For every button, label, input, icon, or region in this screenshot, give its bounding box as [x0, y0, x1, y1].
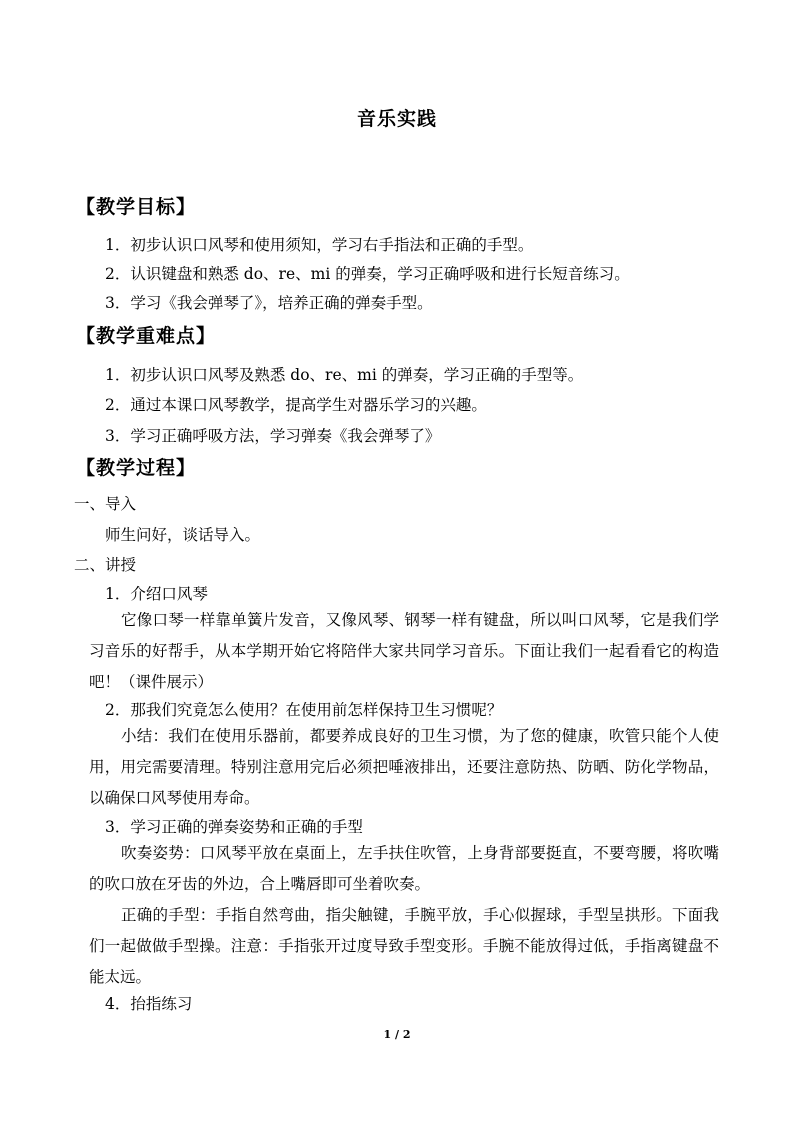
objective-item-2: 2．认识键盘和熟悉 do、re、mi 的弹奏，学习正确呼吸和进行长短音练习。	[105, 265, 630, 283]
step2-text: 小结：我们在使用乐器前，都要养成良好的卫生习惯，为了您的健康，吹管只能个人使用，用完需要清理。特别注意用完后必须把唾液排出，还要注意防热、防晒、防化学物品，以确保口风琴使用寿命。	[89, 727, 719, 807]
step2-title: 2．那我们究竟怎么使用？在使用前怎样保持卫生习惯呢？	[105, 701, 503, 719]
objective-item-1: 1．初步认识口风琴和使用须知，学习右手指法和正确的手型。	[105, 236, 534, 254]
process-part2-title: 二、讲授	[74, 556, 137, 574]
section-heading-objectives: 【教学目标】	[76, 196, 197, 218]
process-part1-text: 师生问好，谈话导入。	[105, 526, 261, 544]
step3-text-posture: 吹奏姿势：口风琴平放在桌面上，左手扶住吹管，上身背部要挺直，不要弯腰，将吹嘴的吹口放在牙齿的外边，合上嘴唇即可坐着吹奏。	[89, 844, 719, 893]
page-title: 音乐实践	[356, 108, 437, 130]
step1-title: 1．介绍口风琴	[105, 585, 208, 603]
step3-text-handshape: 正确的手型：手指自然弯曲，指尖触键，手腕平放，手心似握球，手型呈拱形。下面我们一起做做手型操。注意：手指张开过度导致手型变形。手腕不能放得过低，手指离键盘不能太远。	[89, 906, 719, 986]
key-point-item-2: 2．通过本课口风琴教学，提高学生对器乐学习的兴趣。	[105, 396, 487, 414]
page-number: 1 / 2	[383, 1028, 411, 1041]
process-part1-title: 一、导入	[74, 495, 137, 513]
key-point-item-3: 3．学习正确呼吸方法，学习弹奏《我会弹琴了》	[105, 427, 441, 445]
section-heading-process: 【教学过程】	[76, 457, 197, 479]
section-heading-key-points: 【教学重难点】	[76, 325, 217, 347]
objective-item-3: 3．学习《我会弹琴了》，培养正确的弹奏手型。	[105, 294, 433, 312]
step3-title: 3．学习正确的弹奏姿势和正确的手型	[105, 818, 363, 836]
step1-text: 它像口琴一样靠单簧片发音，又像风琴、钢琴一样有键盘，所以叫口风琴，它是我们学习音乐的好帮手，从本学期开始它将陪伴大家共同学习音乐。下面让我们一起看看它的构造吧！（课件展示）	[89, 611, 719, 691]
step4-title: 4．抬指练习	[105, 995, 193, 1013]
key-point-item-1: 1．初步认识口风琴及熟悉 do、re、mi 的弹奏，学习正确的手型等。	[105, 366, 584, 384]
